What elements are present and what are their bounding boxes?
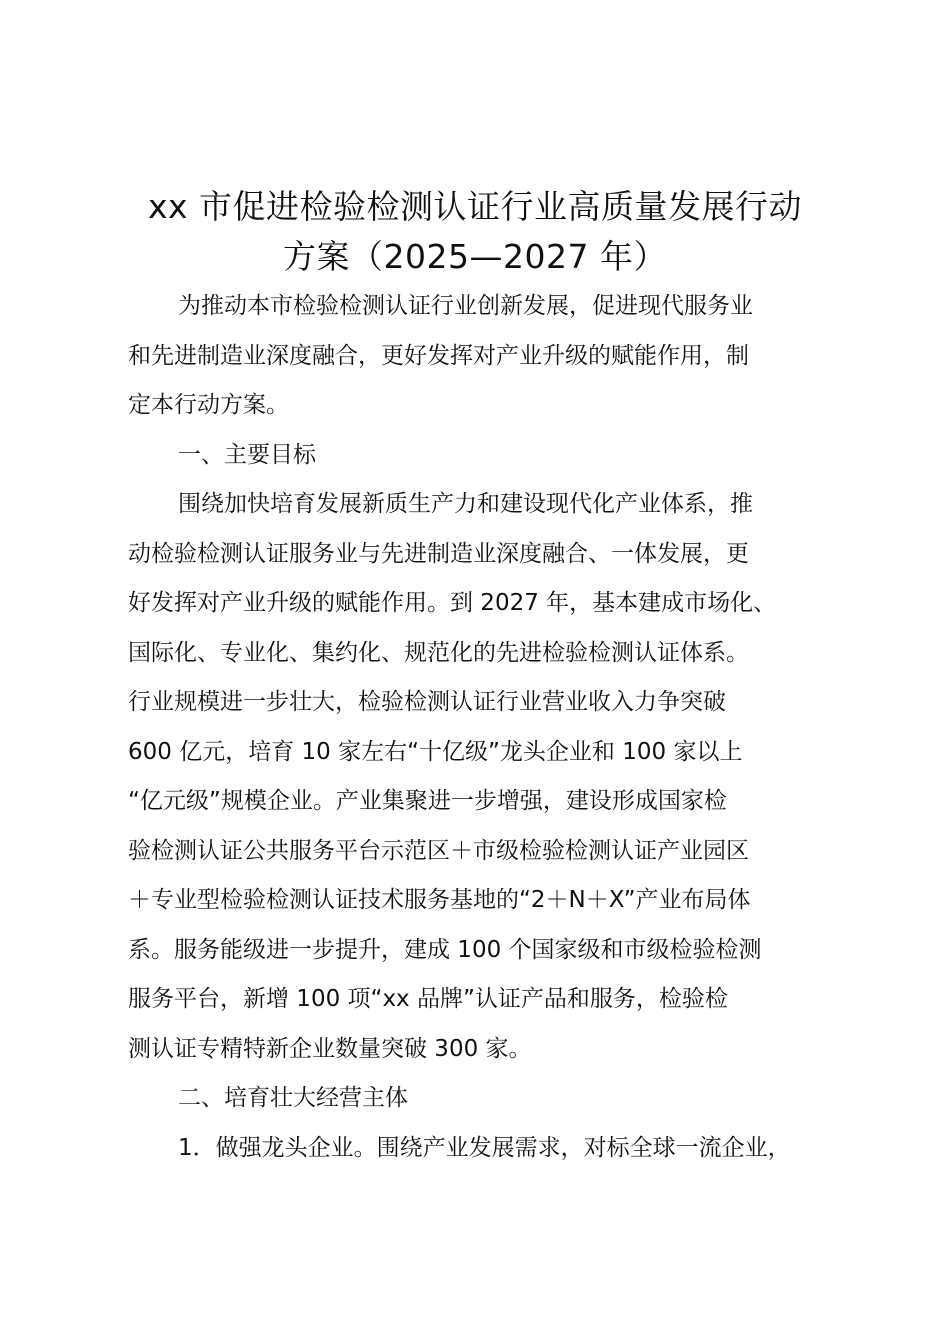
paragraph-line: 测认证专精特新企业数量突破 300 家。 <box>128 1035 532 1062</box>
paragraph-line: 和先进制造业深度融合，更好发挥对产业升级的赋能作用，制 <box>128 342 749 369</box>
goals-paragraph <box>128 480 863 1074</box>
paragraph-line: 行业规模进一步壮大，检验检测认证行业营业收入力争突破 <box>128 689 726 715</box>
title-line: 方案（2025—2027 年） <box>283 237 667 276</box>
paragraph-line: 系。服务能级进一步提升，建成 100 个国家级和市级检验检测 <box>128 936 762 963</box>
paragraph-line: 动检验检测认证服务业与先进制造业深度融合、一体发展，更 <box>128 540 749 567</box>
paragraph-line: “亿元级”规模企业。产业集聚进一步增强，建设形成国家检 <box>128 788 727 814</box>
section-heading-market-entities <box>128 1074 863 1124</box>
paragraph-line: 1．做强龙头企业。围绕产业发展需求，对标全球一流企业， <box>178 1134 791 1161</box>
intro-paragraph <box>128 282 863 431</box>
paragraph-line: 为推动本市检验检测认证行业创新发展，促进现代服务业 <box>178 293 753 319</box>
paragraph-line: 国际化、专业化、集约化、规范化的先进检验检测认证体系。 <box>128 639 749 666</box>
paragraph-line: 验检测认证公共服务平台示范区＋市级检验检测认证产业园区 <box>128 837 749 864</box>
paragraph-line: ＋专业型检验检测认证技术服务基地的“2＋N＋X”产业布局体 <box>128 887 751 913</box>
document-title <box>60 182 890 282</box>
paragraph-line: 定本行动方案。 <box>128 392 289 418</box>
paragraph-line: 围绕加快培育发展新质生产力和建设现代化产业体系，推 <box>178 491 753 517</box>
paragraph-line: 一、主要目标 <box>178 441 316 468</box>
section-heading-main-goals <box>128 431 863 481</box>
document-body <box>128 282 863 1173</box>
title-line: xx 市促进检验检测认证行业高质量发展行动 <box>147 187 803 226</box>
paragraph-line: 好发挥对产业升级的赋能作用。到 2027 年，基本建成市场化、 <box>128 590 777 616</box>
item-paragraph-leading-enterprises <box>128 1124 863 1174</box>
paragraph-line: 600 亿元，培育 10 家左右“十亿级”龙头企业和 100 家以上 <box>128 738 743 765</box>
paragraph-line: 服务平台，新增 100 项“xx 品牌”认证产品和服务，检验检 <box>128 986 728 1012</box>
paragraph-line: 二、培育壮大经营主体 <box>178 1085 408 1111</box>
